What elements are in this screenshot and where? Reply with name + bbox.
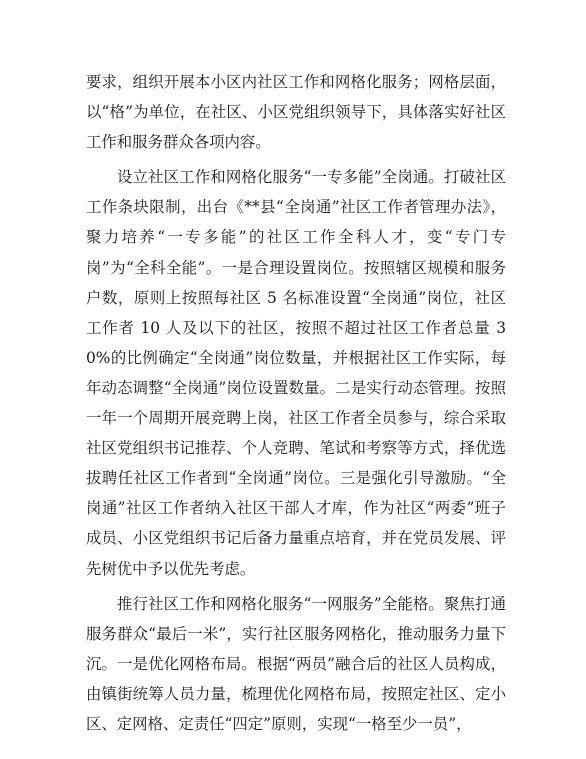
paragraph-1: 要求，组织开展本小区内社区工作和网格化服务；网格层面，以“格”为单位，在社区、小区党组织领导下，具体落实好社区工作和服务群众各项内容。 [86, 73, 506, 152]
paragraph-3: 推行社区工作和网格化服务“一网服务”全能格。聚焦打通服务群众“最后一米”，实行社区服务网格化，推动服务力量下沉。一是优化网格布局。根据“两员”融合后的社区人员构成，由镇街统筹人员力量，梳理优化网格布局，按照定社区、定小区、定网格、定责任“四定”原则，实现“一格至少一员”， [86, 594, 506, 733]
paragraph-2: 设立社区工作和网格化服务“一专多能”全岗通。打破社区工作条块限制，出台《**县“全岗通”社区工作者管理办法》，聚力培养“一专多能”的社区工作全科人才，变“专门专岗”为“全科全能”。一是合理设置岗位。按照辖区规模和服务户数，原则上按照每社区 5 名标准设置“全岗通”岗位，社区工作者 10 人及以下的社区，按照不超过社区工作者总量 30%的比例确定“全岗通”岗位数量，并根据社区工作实际，每年动态调整“全岗通”岗位设置数量。二是实行动态管理。按照一年一个周期开展竞聘上岗，社区工作者全员参与，综合采取社区党组织书记推荐、个人竞聘、笔试和考察等方式，择优选拔聘任社区工作者到“全岗通”岗位。三是强化引导激励。“全岗通”社区工作者纳入社区干部人才库，作为社区“两委”班子成员、小区党组织书记后备力量重点培育，并在党员发展、评先树优中予以优先考虑。 [86, 168, 506, 578]
